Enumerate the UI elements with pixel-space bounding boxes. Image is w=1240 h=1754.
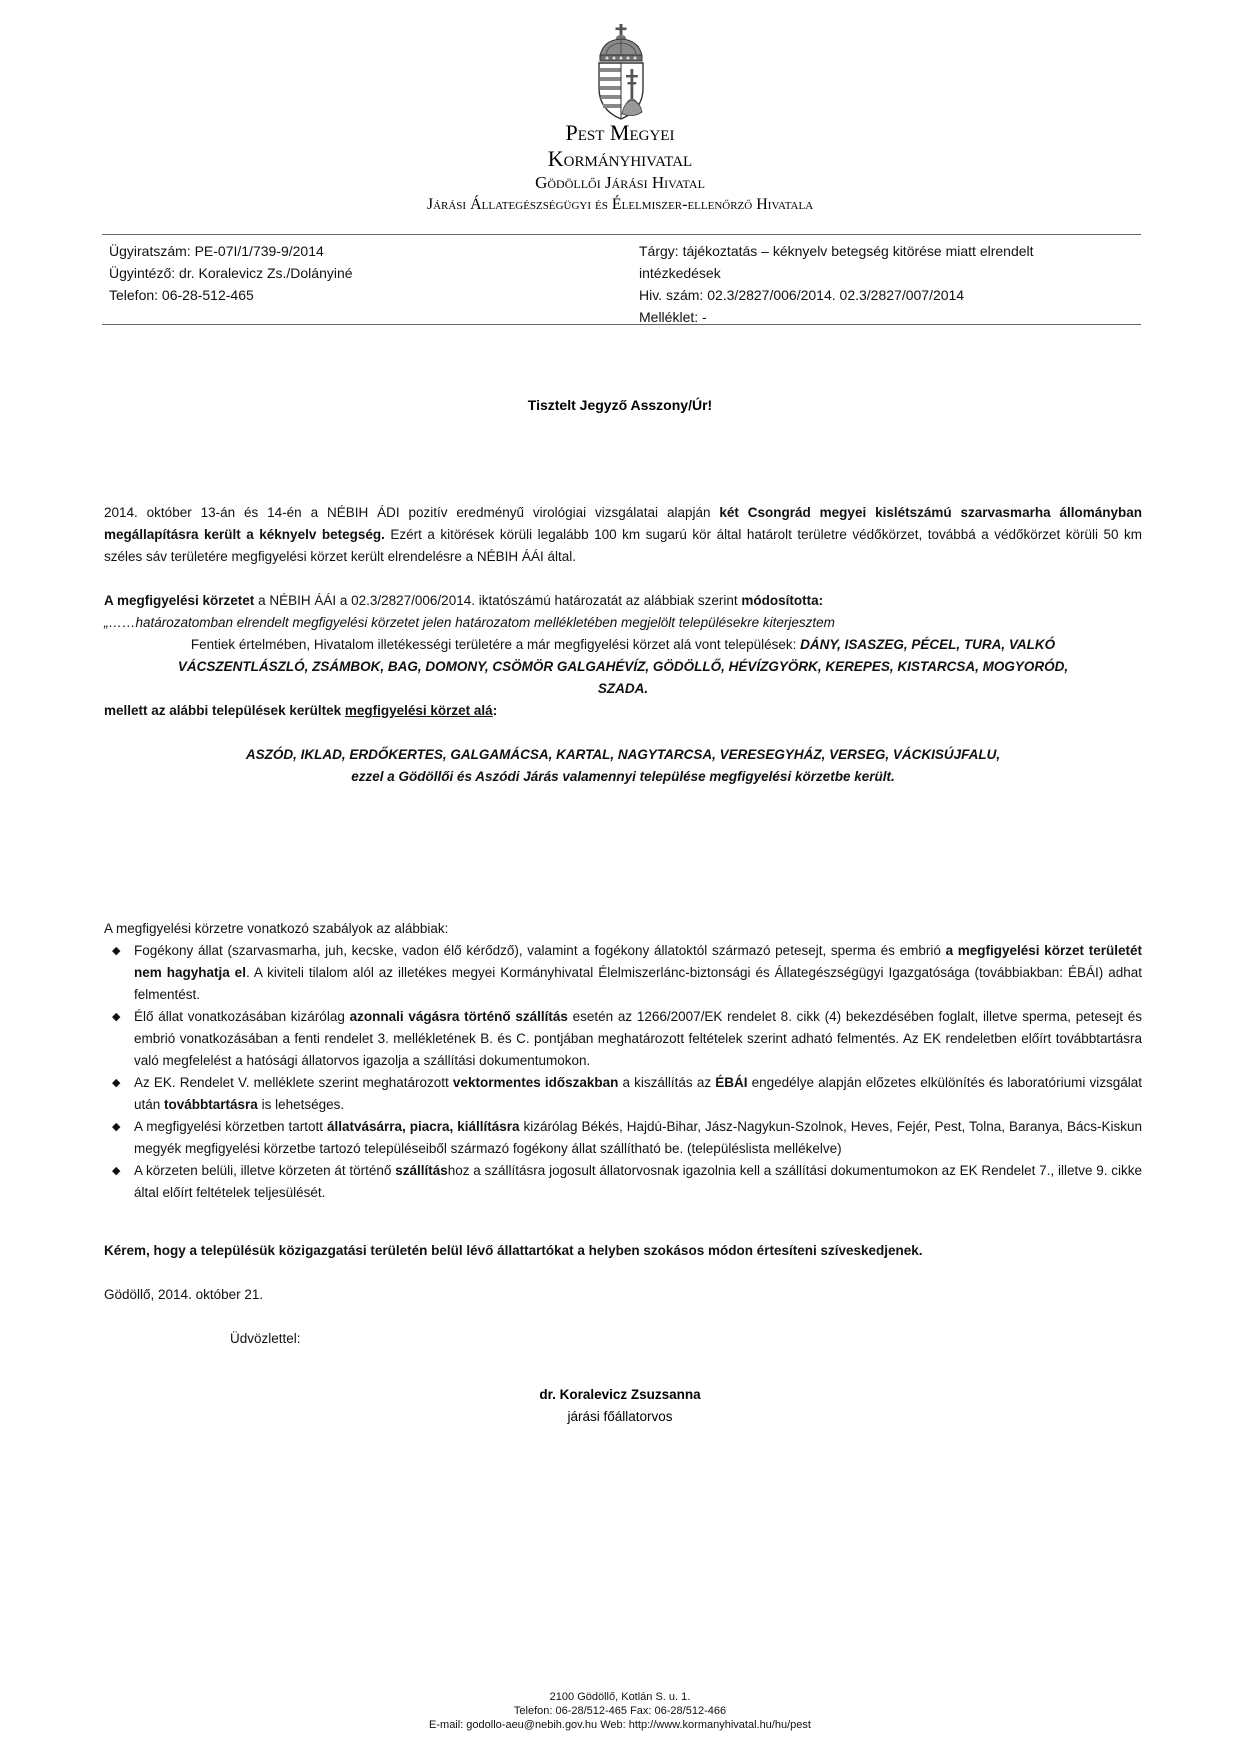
coat-of-arms-icon <box>594 24 648 120</box>
bullet-icon: ◆ <box>112 1121 121 1133</box>
intro-text-1: 2014. október 13-án és 14-én a NÉBIH ÁDI pozitív eredményű virológiai vizsgálatai alapján <box>104 505 720 520</box>
new-towns-prefix: mellett az alábbi települések kerültek <box>104 703 345 718</box>
footer-email-web: E-mail: godollo-aeu@nebih.gov.hu Web: http://www.kormanyhivatal.hu/hu/pest <box>429 1719 811 1731</box>
footer-address: 2100 Gödöllő, Kotlán S. u. 1. <box>549 1691 691 1703</box>
rules-section <box>104 940 1142 1204</box>
bullet-icon: ◆ <box>112 945 121 957</box>
existing-towns-context: Fentiek értelmében, Hivatalom illetékességi területére a már megfigyelési körzet alá vont települések: <box>190 637 801 652</box>
header-divider-top <box>102 234 1141 235</box>
new-towns-list: ASZÓD, IKLAD, ERDŐKERTES, GALGAMÁCSA, KARTAL, NAGYTARCSA, VERESEGYHÁZ, VERSEG, VÁCKISÚJFALU, <box>245 747 1001 762</box>
reference-numbers: Hiv. szám: 02.3/2827/006/2014. 02.3/2827/007/2014 <box>639 287 965 303</box>
modification-quote: „……határozatomban elrendelt megfigyelési körzetet jelen határozatom mellékletében megjelölt településekre kiterjesztem <box>104 615 835 630</box>
phone-number: Telefon: 06-28-512-465 <box>109 287 254 303</box>
intro-text-3: Ezért a kitörések körüli legalább 100 km sugarú kör által határolt területre védőkörzet, továbbá a védőkörzet körüli 50 km széles sáv területére megfigyelési körzet került elrendelésre a NÉBIH ÁÁI által. <box>104 527 1142 564</box>
bullet-icon: ◆ <box>112 1011 121 1023</box>
org-name-line3: Gödöllői Járási Hivatal <box>535 173 705 192</box>
existing-towns-part1: DÁNY, ISASZEG, PÉCEL, TURA, VALKÓ <box>800 637 1056 652</box>
rule-item: ◆ A körzeten belüli, illetve körzeten át történő szállításhoz a szállításra jogosult állatorvosnak igazolnia kell a szállítási dokumentumokon az EK Rendelet 7., illetve 9. cikke által előírt feltételek teljesülését. <box>104 1160 1142 1204</box>
modification-bold-1: A megfigyelési körzetet <box>104 593 255 608</box>
reference-left <box>109 240 569 306</box>
modification-bold-2: módosította: <box>741 593 824 608</box>
salutation: Tisztelt Jegyző Asszony/Úr! <box>527 397 713 413</box>
org-name-line2: Kormányhivatal <box>547 146 693 171</box>
rule-item: ◆ Az EK. Rendelet V. melléklete szerint meghatározott vektormentes időszakban a kiszállítás az ÉBÁI engedélye alapján előzetes elkülönítés és laboratóriumi vizsgálat után továbbtartásra is lehetséges. <box>104 1072 1142 1116</box>
signatory-title: járási főállatorvos <box>567 1409 673 1424</box>
rules-intro: A megfigyelési körzetre vonatkozó szabályok az alábbiak: <box>104 921 449 936</box>
modification-line <box>104 590 1142 612</box>
new-towns-suffix: : <box>492 703 498 718</box>
case-officer: Ügyintéző: dr. Koralevicz Zs./Dolányiné <box>109 265 353 281</box>
new-towns-underlined: megfigyelési körzet alá <box>344 703 493 718</box>
header-divider-bottom <box>102 324 1141 325</box>
org-name-line1: Pest Megyei <box>565 120 675 145</box>
reference-right <box>639 240 1119 328</box>
case-number: Ügyiratszám: PE-07I/1/739-9/2014 <box>109 243 324 259</box>
page-footer <box>0 1690 1240 1732</box>
existing-towns-part2: VÁCSZENTLÁSZLÓ, ZSÁMBOK, BAG, DOMONY, CSÖMÖR GALGAHÉVÍZ, GÖDÖLLŐ, HÉVÍZGYÖRK, KEREPES, KISTARCSA, MOGYORÓD, <box>177 659 1069 674</box>
existing-towns-line1 <box>104 634 1142 656</box>
bullet-icon: ◆ <box>112 1165 121 1177</box>
closing-greeting: Üdvözlettel: <box>230 1331 301 1346</box>
attachment: Melléklet: - <box>639 309 707 325</box>
new-towns-intro <box>104 700 1142 722</box>
bullet-icon: ◆ <box>112 1077 121 1089</box>
rule-item: ◆ Fogékony állat (szarvasmarha, juh, kecske, vadon élő kérődző), valamint a fogékony állatoktól származó petesejt, sperma és embrió a megfigyelési körzet területét nem hagyhatja el. A kiviteli tilalom alól az illetékes megyei Kormányhivatal Élelmiszerlánc-biztonsági és Állategészségügyi Igazgatósága (továbbiakban: ÉBÁI) adhat felmentést. <box>104 940 1142 1006</box>
rule-item: ◆ A megfigyelési körzetben tartott állatvásárra, piacra, kiállításra kizárólag Békés, Hajdú-Bihar, Jász-Nagykun-Szolnok, Heves, Fejér, Pest, Tolna, Baranya, Bács-Kiskun megyék megfigyelési körzetbe tartozó településeiből származó fogékony állat szállítható be. (településlista mellékelve) <box>104 1116 1142 1160</box>
notification-request: Kérem, hogy a településük közigazgatási területén belül lévő állattartókat a helyben szokásos módon értesíteni szíveskedjenek. <box>104 1243 923 1258</box>
rules-list <box>104 940 1142 1204</box>
subject-line2: intézkedések <box>639 265 721 281</box>
org-name-line4: Járási Állategészségügyi és Élelmiszer-ellenőrző Hivatala <box>426 196 814 213</box>
subject-line1: Tárgy: tájékoztatás – kéknyelv betegség kitörése miatt elrendelt <box>639 243 1034 259</box>
intro-paragraph <box>104 502 1142 568</box>
rule-item: ◆ Élő állat vonatkozásában kizárólag azonnali vágásra történő szállítás esetén az 1266/2007/EK rendelet 8. cikk (4) bekezdésében foglalt, illetve sperma, petesejt és embrió vonatkozásában a fenti rendelet 3. mellékletének B. és C. pontjában meghatározott feltételek szerint adható felmentés. Az EK rendeletben előírt továbbtartásra való megfelelést a hatósági állatorvos igazolja a szállítási dokumentumokon. <box>104 1006 1142 1072</box>
signature-block <box>420 1384 820 1428</box>
existing-towns-part3: SZADA. <box>597 681 649 696</box>
new-towns-note: ezzel a Gödöllői és Aszódi Járás valamennyi települése megfigyelési körzetbe került. <box>351 769 895 784</box>
place-and-date: Gödöllő, 2014. október 21. <box>104 1287 264 1302</box>
signatory-name: dr. Koralevicz Zsuzsanna <box>539 1387 701 1402</box>
intro-text-bold: két Csongrád megyei kislétszámú szarvasmarha állományban megállapításra került a kéknyelv betegség. <box>104 505 1142 542</box>
footer-phone-fax: Telefon: 06-28/512-465 Fax: 06-28/512-466 <box>513 1705 727 1717</box>
modification-text-1: a NÉBIH ÁÁI a 02.3/2827/006/2014. iktatószámú határozatát az alábbiak szerint <box>254 593 742 608</box>
